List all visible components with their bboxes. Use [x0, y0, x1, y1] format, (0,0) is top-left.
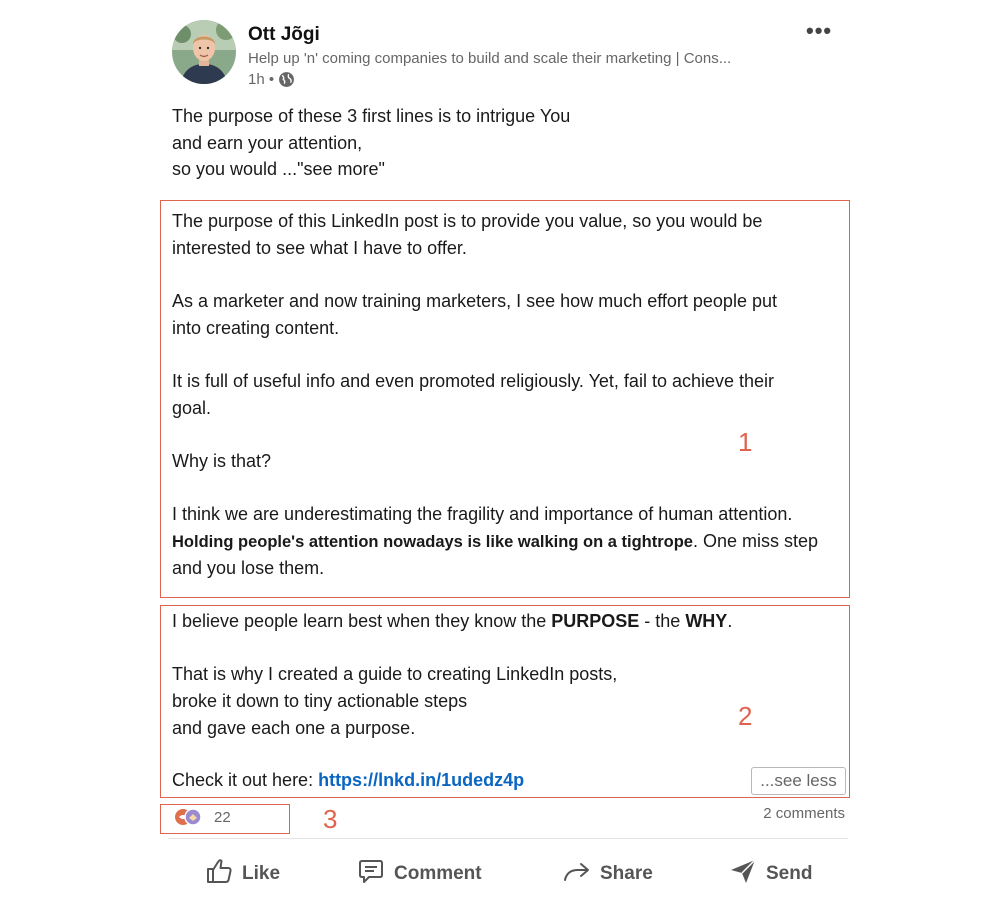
body-text: The purpose of this LinkedIn post is to provide you value, so you would be [172, 211, 763, 231]
author-avatar[interactable] [172, 20, 236, 84]
comments-count[interactable]: 2 comments [763, 805, 845, 822]
reactions-summary[interactable] [174, 807, 231, 827]
body-text: goal. [172, 398, 212, 418]
divider [168, 838, 848, 839]
annotation-marker-2: 2 [738, 701, 753, 731]
body-text: It is full of useful info and even promoted religiously. Yet, fail to achieve their [172, 371, 775, 391]
post-actions [160, 852, 850, 896]
cta-line [172, 767, 524, 794]
body-text: Why is that? [172, 451, 272, 471]
post-time: 1h • [248, 71, 275, 88]
bold-phrase: Holding people's attention nowadays is like walking on a tightrope [172, 533, 693, 551]
bold-word: WHY [685, 611, 728, 631]
comment-button[interactable] [356, 852, 482, 896]
send-button[interactable] [728, 852, 812, 896]
annotation-marker-1: 1 [738, 427, 753, 457]
linkedin-post [160, 0, 850, 904]
body-text [172, 528, 818, 556]
body-text-span: - the [639, 611, 686, 631]
author-headline: Help up 'n' coming companies to build and scale their marketing | Cons... [248, 50, 732, 67]
body-text: I think we are underestimating the fragility and importance of human attention. [172, 504, 793, 524]
like-button[interactable] [204, 852, 280, 896]
cta-label: Check it out here: [172, 770, 319, 790]
post-meta [248, 71, 295, 88]
annotation-marker-3: 3 [323, 804, 338, 834]
post-intro [172, 103, 570, 183]
see-less-button[interactable]: ...see less [751, 767, 846, 795]
body-text-span: . [727, 611, 733, 631]
like-label: Like [242, 863, 281, 884]
share-button[interactable] [562, 852, 653, 896]
reaction-icons [174, 807, 208, 827]
body-text-span: I believe people learn best when they know the [172, 611, 552, 631]
globe-icon [278, 71, 295, 88]
intro-line: The purpose of these 3 first lines is to intrigue You [172, 106, 571, 126]
paper-plane-icon [728, 856, 758, 892]
body-text: As a marketer and now training marketers, I see how much effort people put [172, 291, 777, 311]
body-text: interested to see what I have to offer. [172, 238, 467, 258]
comment-label: Comment [394, 863, 482, 884]
share-label: Share [600, 863, 653, 884]
body-text: That is why I created a guide to creating LinkedIn posts, [172, 664, 618, 684]
share-arrow-icon [562, 856, 592, 892]
reaction-count: 22 [214, 808, 231, 826]
thumbs-up-icon [204, 856, 234, 892]
intro-line: so you would ..."see more" [172, 159, 385, 179]
intro-line: and earn your attention, [172, 132, 363, 153]
body-text-span: . One miss step [692, 531, 819, 551]
author-name[interactable]: Ott Jõgi [248, 24, 320, 45]
body-text: into creating content. [172, 318, 340, 338]
body-text: and you lose them. [172, 558, 325, 578]
comment-bubble-icon [356, 856, 386, 892]
bold-word: PURPOSE [551, 611, 640, 631]
more-options-icon[interactable]: ••• [806, 18, 833, 43]
cta-link[interactable]: https://lnkd.in/1udedz4p [318, 770, 525, 790]
send-label: Send [766, 863, 813, 884]
body-text: broke it down to tiny actionable steps [172, 691, 468, 711]
body-text: and gave each one a purpose. [172, 718, 416, 738]
body-text [172, 608, 732, 635]
